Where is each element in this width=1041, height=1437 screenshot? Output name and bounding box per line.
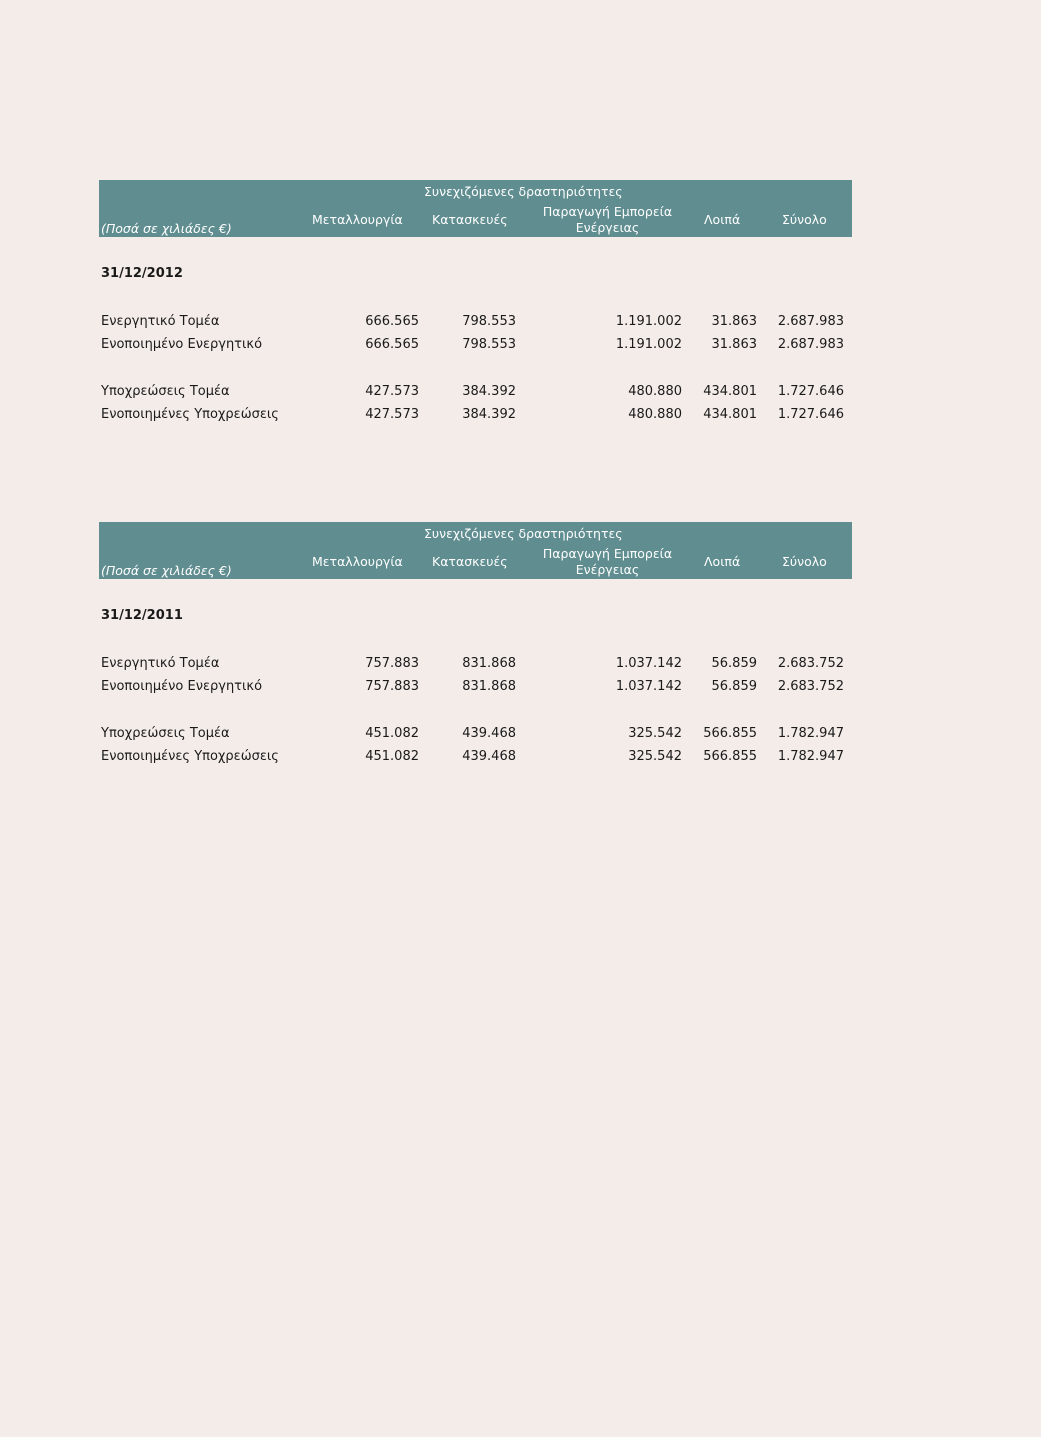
cell-value: 427.573 [365, 384, 419, 399]
cell-value: 31.863 [711, 314, 757, 329]
table-header [99, 180, 852, 237]
cell-value: 2.687.983 [777, 337, 844, 352]
header-unit-label: (Ποσά σε χιλιάδες €) [101, 563, 232, 578]
row-label: Ενεργητικό Τομέα [101, 656, 220, 671]
row-label: Ενοποιημένο Ενεργητικό [101, 679, 263, 694]
column-header-total: Σύνολο [782, 212, 827, 227]
row-label: Ενεργητικό Τομέα [101, 314, 220, 329]
table-row [99, 749, 852, 769]
cell-value: 831.868 [462, 679, 516, 694]
column-header-construction: Κατασκευές [432, 212, 508, 227]
row-label: Ενοποιημένες Υποχρεώσεις [101, 749, 279, 764]
cell-value: 434.801 [703, 384, 757, 399]
cell-value: 566.855 [703, 749, 757, 764]
cell-value: 480.880 [628, 384, 682, 399]
row-label: Υποχρεώσεις Τομέα [101, 384, 230, 399]
cell-value: 31.863 [711, 337, 757, 352]
cell-value: 439.468 [462, 726, 516, 741]
cell-value: 451.082 [365, 726, 419, 741]
column-header-metallurgy: Μεταλλουργία [312, 212, 403, 227]
header-group-label: Συνεχιζόμενες δραστηριότητες [424, 526, 623, 541]
cell-value: 451.082 [365, 749, 419, 764]
table-row [99, 407, 852, 427]
cell-value: 434.801 [703, 407, 757, 422]
column-header-metallurgy: Μεταλλουργία [312, 554, 403, 569]
table-row [99, 314, 852, 334]
cell-value: 1.782.947 [777, 726, 844, 741]
cell-value: 480.880 [628, 407, 682, 422]
table-row [99, 337, 852, 357]
cell-value: 1.782.947 [777, 749, 844, 764]
cell-value: 439.468 [462, 749, 516, 764]
row-label: Υποχρεώσεις Τομέα [101, 726, 230, 741]
cell-value: 384.392 [462, 384, 516, 399]
cell-value: 325.542 [628, 749, 682, 764]
cell-value: 2.687.983 [777, 314, 844, 329]
cell-value: 427.573 [365, 407, 419, 422]
cell-value: 666.565 [365, 314, 419, 329]
cell-value: 1.727.646 [777, 407, 844, 422]
column-header-other: Λοιπά [704, 212, 741, 227]
period-date: 31/12/2012 [101, 266, 183, 281]
cell-value: 384.392 [462, 407, 516, 422]
cell-value: 757.883 [365, 679, 419, 694]
table-row [99, 656, 852, 676]
cell-value: 1.037.142 [615, 656, 682, 671]
cell-value: 798.553 [462, 314, 516, 329]
column-header-energy: Παραγωγή Εμπορεία Ενέργειας [542, 546, 673, 577]
header-unit-label: (Ποσά σε χιλιάδες €) [101, 221, 232, 236]
cell-value: 2.683.752 [777, 679, 844, 694]
cell-value: 325.542 [628, 726, 682, 741]
column-header-other: Λοιπά [704, 554, 741, 569]
column-header-construction: Κατασκευές [432, 554, 508, 569]
column-header-energy: Παραγωγή Εμπορεία Ενέργειας [542, 204, 673, 235]
cell-value: 1.191.002 [615, 314, 682, 329]
table-row [99, 726, 852, 746]
cell-value: 1.037.142 [615, 679, 682, 694]
cell-value: 831.868 [462, 656, 516, 671]
cell-value: 798.553 [462, 337, 516, 352]
table-header [99, 522, 852, 579]
segment-table-2012 [99, 180, 852, 430]
row-label: Ενοποιημένες Υποχρεώσεις [101, 407, 279, 422]
header-group-label: Συνεχιζόμενες δραστηριότητες [424, 184, 623, 199]
cell-value: 1.191.002 [615, 337, 682, 352]
table-row [99, 384, 852, 404]
segment-table-2011 [99, 522, 852, 772]
cell-value: 757.883 [365, 656, 419, 671]
cell-value: 2.683.752 [777, 656, 844, 671]
cell-value: 56.859 [711, 679, 757, 694]
cell-value: 56.859 [711, 656, 757, 671]
cell-value: 666.565 [365, 337, 419, 352]
table-row [99, 679, 852, 699]
cell-value: 1.727.646 [777, 384, 844, 399]
period-date: 31/12/2011 [101, 608, 183, 623]
cell-value: 566.855 [703, 726, 757, 741]
column-header-total: Σύνολο [782, 554, 827, 569]
row-label: Ενοποιημένο Ενεργητικό [101, 337, 263, 352]
